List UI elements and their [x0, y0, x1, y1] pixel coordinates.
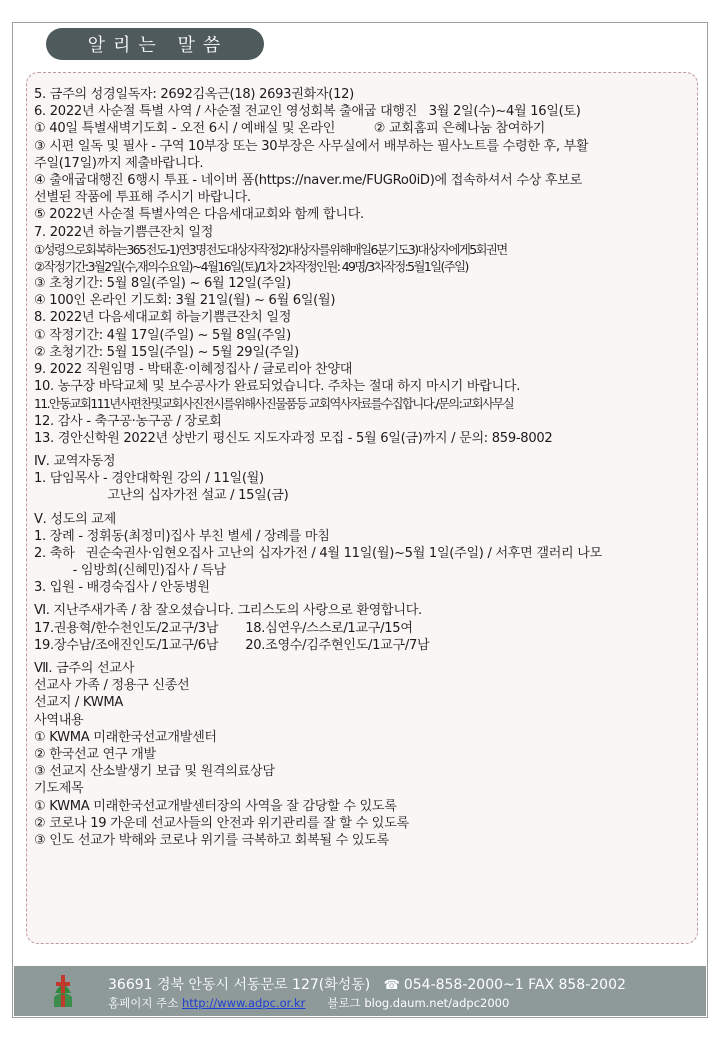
announcement-line: Ⅳ. 교역자동정: [34, 453, 116, 469]
announcement-line: ① 작정기간: 4월 17일(주일) ~ 5월 8일(주일): [34, 327, 291, 343]
announcements-content: [34, 86, 694, 849]
announcement-line: ② 한국선교 연구 개발: [34, 746, 156, 762]
church-address: 36691 경북 안동시 서동문로 127(화성동): [108, 977, 371, 993]
announcement-line: 5. 금주의 성경일독자: 2692김옥근(18) 2693권화자(12): [34, 87, 354, 102]
announcement-line: - 임방희(신혜민)집사 / 득남: [34, 563, 226, 579]
footer-address-line: [108, 974, 626, 994]
church-footer: [14, 966, 706, 1016]
announcement-line: ③ 선교지 산소발생기 보급 및 원격의료상담: [34, 764, 275, 780]
announcement-line: 17.권용혁/한수천인도/2교구/3남 18.심연우/스스로/1교구/15여: [34, 620, 413, 636]
announcement-line: Ⅶ. 금주의 선교사: [34, 661, 135, 676]
announcement-line: 7. 2022년 하늘기쁨큰잔치 일정: [34, 224, 214, 240]
church-cross-logo-icon: [52, 973, 74, 1009]
announcement-line: 19.장수남/조애진인도/1교구/6남 20.조영수/김주현인도/1교구/7남: [34, 637, 430, 653]
announcement-line: ② 코로나 19 가운데 선교사들의 안전과 위기관리를 잘 할 수 있도록: [34, 815, 409, 831]
announcement-line: 12. 감사 - 축구공·농구공 / 장로회: [34, 413, 222, 429]
announcement-line: ① KWMA 미래한국선교개발센터장의 사역을 잘 감당할 수 있도록: [34, 798, 397, 814]
announcement-line: 13. 경안신학원 2022년 상반기 평신도 지도자과정 모집 - 5월 6일(금)까지 / 문의: 859-8002: [34, 430, 553, 446]
blog-address: 블로그 blog.daum.net/adpc2000: [327, 996, 510, 1010]
announcement-line: ⑤ 2022년 사순절 특별사역은 다음세대교회와 함께 합니다.: [34, 207, 364, 223]
announcement-line: 선별된 작품에 투표해 주시기 바랍니다.: [34, 190, 251, 206]
footer-web-line: [108, 995, 509, 1011]
announcement-line: 기도제목: [34, 781, 84, 797]
announcement-line: 9. 2022 직원임명 - 박태훈·이혜정집사 / 글로리아 찬양대: [34, 362, 353, 377]
announcement-line: ④ 100인 온라인 기도회: 3월 21일(월) ~ 6월 6일(월): [34, 293, 336, 309]
announcement-line: 10. 농구장 바닥교체 및 보수공사가 완료되었습니다. 주차는 절대 하지 마시기 바랍니다.: [34, 379, 521, 395]
announcement-line: ③ 초청기간: 5월 8일(주일) ~ 6월 12일(주일): [34, 276, 291, 292]
announcement-line: 주일(17일)까지 제출바랍니다.: [34, 155, 204, 171]
announcement-line: ③ 시편 일독 및 필사 - 구역 10부장 또는 30부장은 사무실에서 배부하는 필사노트를 수령한 후, 부활: [34, 138, 589, 154]
announcement-line: 1. 장례 - 정휘동(최정미)집사 부친 별세 / 장례를 마침: [34, 528, 330, 544]
announcement-line: 11.안동교회111년사편찬및교회사진전시를위해사진물품등 교회역사자료를수집합니다./문의:교회사무실: [34, 396, 514, 412]
announcement-line: 6. 2022년 사순절 특별 사역 / 사순절 전교인 영성회복 출애굽 대행진 3월 2일(수)~4월 16일(토): [34, 104, 581, 120]
announcement-line: ①성령으로회복하는365전도-1)연3명전도대상자작정2)대상자를위해매일6분기도3)대상자에게5회권면: [34, 241, 507, 257]
announcements-title: 알리는 말씀: [46, 28, 264, 60]
announcement-line: Ⅴ. 성도의 교제: [34, 511, 116, 527]
announcement-line: 선교지 / KWMA: [34, 695, 124, 711]
homepage-label: 홈페이지 주소: [108, 996, 179, 1010]
announcement-line: ②작정기간:3월2일(수,재의수요일)~4월16일(토)/1차 2차작정인원: 49명/3차작정:5월1일(주일): [34, 258, 468, 274]
homepage-link[interactable]: http://www.adpc.or.kr: [181, 996, 306, 1010]
announcement-line: 2. 축하 권순숙권사·임현오집사 고난의 십자가전 / 4월 11일(월)~5월 1일(주일) / 서후면 갤러리 나모: [34, 545, 602, 561]
announcement-line: 사역내용: [34, 712, 84, 728]
phone-icon: ☎: [383, 978, 400, 993]
announcement-line: ① 40일 특별새벽기도회 - 오전 6시 / 예배실 및 온라인 ② 교회홈피 은혜나눔 참여하기: [34, 121, 545, 137]
announcement-line: 고난의 십자가전 설교 / 15일(금): [34, 488, 289, 504]
church-phone: 054-858-2000~1 FAX 858-2002: [403, 977, 626, 993]
announcement-line: 1. 담임목사 - 경안대학원 강의 / 11일(월): [34, 471, 264, 487]
announcement-line: ④ 출애굽대행진 6행시 투표 - 네이버 폼(https://naver.me/FUGRo0iD)에 접속하셔서 수상 후보로: [34, 172, 582, 188]
announcement-line: 8. 2022년 다음세대교회 하늘기쁨큰잔치 일정: [34, 310, 292, 326]
announcement-line: Ⅵ. 지난주새가족 / 참 잘오셨습니다. 그리스도의 사랑으로 환영합니다.: [34, 603, 422, 619]
announcement-line: 3. 입원 - 배경숙집사 / 안동병원: [34, 580, 210, 596]
announcement-line: ③ 인도 선교가 박해와 코로나 위기를 극복하고 회복될 수 있도록: [34, 832, 389, 848]
announcement-line: ② 초청기간: 5월 15일(주일) ~ 5월 29일(주일): [34, 344, 299, 360]
announcement-line: 선교사 가족 / 정용구 신종선: [34, 678, 190, 694]
announcement-line: ① KWMA 미래한국선교개발센터: [34, 729, 217, 745]
